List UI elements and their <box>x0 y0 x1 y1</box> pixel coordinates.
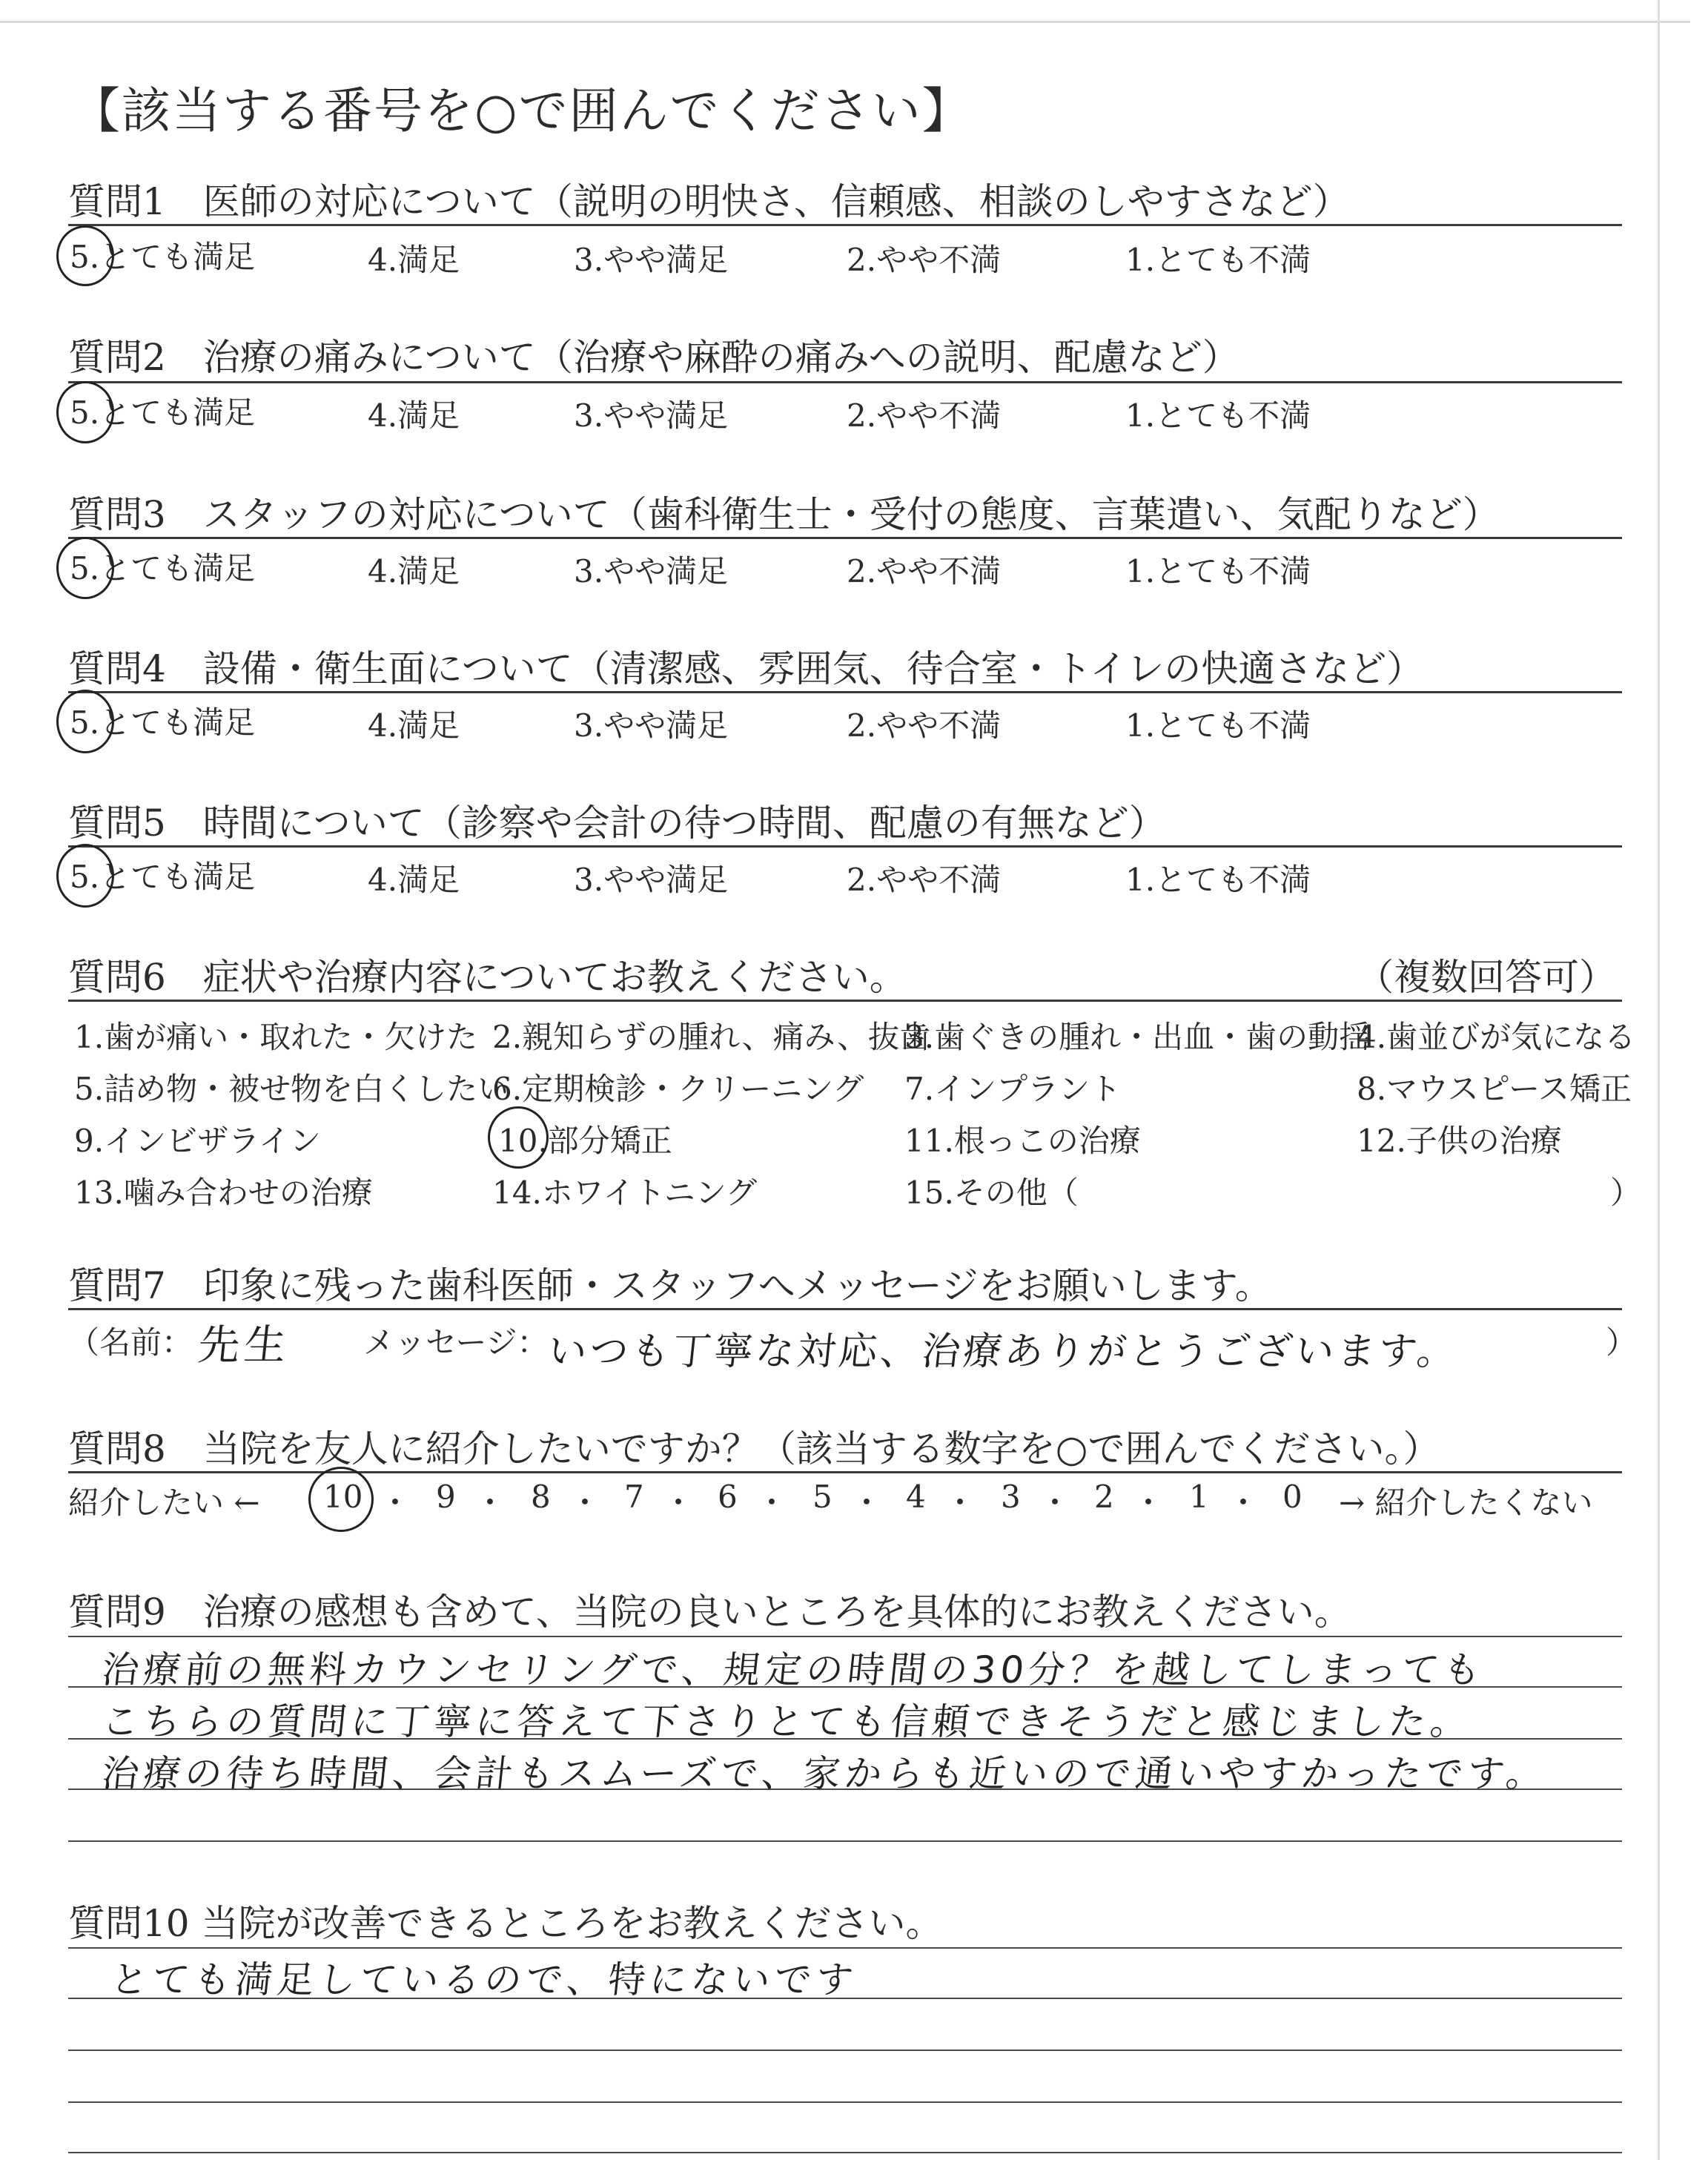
q4-selected-circle <box>56 690 114 753</box>
q10-rule-5 <box>68 2152 1622 2153</box>
q6-option-12[interactable]: 12.子供の治療 <box>1357 1123 1562 1159</box>
q8-number-5[interactable]: 5 <box>812 1479 833 1515</box>
q10-answer[interactable]: とても満足しているので、特にないです <box>108 1958 860 2001</box>
q8-dot: ・ <box>1228 1484 1260 1521</box>
q5-rule <box>68 845 1622 848</box>
q6-option-1[interactable]: 1.歯が痛い・取れた・欠けた <box>74 1019 478 1055</box>
q4-option-5[interactable]: 5.とても満足 <box>70 704 256 741</box>
q3-selected-circle <box>56 537 114 599</box>
q8-dot: ・ <box>1133 1484 1165 1521</box>
q8-number-4[interactable]: 4 <box>906 1479 926 1515</box>
q7-title: 質問7 印象に残った歯科医師・スタッフへメッセージをお願いします。 <box>68 1264 1272 1307</box>
q8-number-8[interactable]: 8 <box>531 1479 551 1515</box>
q8-right-label: → 紹介したくない <box>1339 1484 1593 1521</box>
scan-top-edge <box>0 21 1690 23</box>
q8-number-1[interactable]: 1 <box>1189 1479 1209 1515</box>
scan-side-edge <box>1658 0 1660 2160</box>
q3-title: 質問3 スタッフの対応について（歯科衛生士・受付の態度、言葉遣い、気配りなど） <box>68 493 1500 536</box>
q8-number-9[interactable]: 9 <box>436 1479 456 1515</box>
q9-rule-1 <box>68 1636 1622 1637</box>
q1-option-4[interactable]: 4.満足 <box>368 242 460 278</box>
q2-option-3[interactable]: 3.やや満足 <box>574 397 729 434</box>
q6-option-7[interactable]: 7.インプラント <box>904 1071 1122 1107</box>
q8-dot: ・ <box>569 1484 601 1521</box>
q5-option-1[interactable]: 1.とても不満 <box>1125 862 1311 898</box>
q6-multiple-note: （複数回答可） <box>1357 956 1616 999</box>
q4-option-1[interactable]: 1.とても不満 <box>1125 707 1311 744</box>
q4-option-3[interactable]: 3.やや満足 <box>574 707 729 744</box>
q8-selected-circle <box>308 1467 374 1532</box>
q7-close-paren: ） <box>1606 1324 1638 1361</box>
q6-option-15-close: ） <box>1610 1175 1642 1211</box>
q8-number-2[interactable]: 2 <box>1094 1479 1114 1515</box>
q7-name-label: （名前： <box>68 1324 193 1361</box>
q8-number-3[interactable]: 3 <box>1001 1479 1021 1515</box>
q1-option-5[interactable]: 5.とても満足 <box>70 239 256 275</box>
q9-answer-line-3[interactable]: 治療の待ち時間、会計もスムーズで、家からも近いので通いやすかったです。 <box>99 1752 1550 1795</box>
q9-title: 質問9 治療の感想も含めて、当院の良いところを具体的にお教えください。 <box>68 1591 1351 1634</box>
q5-option-3[interactable]: 3.やや満足 <box>574 862 729 898</box>
q5-title: 質問5 時間について（診察や会計の待つ時間、配慮の有無など） <box>68 802 1166 845</box>
q3-option-3[interactable]: 3.やや満足 <box>574 553 729 589</box>
q6-rule <box>68 1000 1622 1002</box>
q7-message-label: メッセージ： <box>363 1324 549 1361</box>
q6-option-5[interactable]: 5.詰め物・被せ物を白くしたい <box>74 1071 509 1107</box>
q9-answer-line-1[interactable]: 治療前の無料カウンセリングで、規定の時間の30分？を越してしまっても <box>99 1648 1488 1691</box>
q8-dot: ・ <box>1039 1484 1071 1521</box>
q6-option-11[interactable]: 11.根っこの治療 <box>904 1123 1141 1159</box>
q6-option-9[interactable]: 9.インビザライン <box>74 1123 321 1159</box>
q3-rule <box>68 537 1622 539</box>
q8-title: 質問8 当院を友人に紹介したいですか？（該当する数字を○で囲んでください。） <box>68 1427 1440 1470</box>
q4-option-2[interactable]: 2.やや不満 <box>847 707 1002 744</box>
q6-option-6[interactable]: 6.定期検診・クリーニング <box>492 1071 864 1107</box>
q8-dot: ・ <box>851 1484 883 1521</box>
q2-option-5[interactable]: 5.とても満足 <box>70 394 256 431</box>
q8-left-label: 紹介したい ← <box>68 1484 260 1521</box>
q6-option-4[interactable]: 4.歯並びが気になる <box>1357 1019 1636 1055</box>
q6-option-15[interactable]: 15.その他（ <box>904 1175 1079 1211</box>
q4-rule <box>68 691 1622 693</box>
q7-name-value[interactable]: 先生 <box>196 1321 293 1370</box>
q8-dot: ・ <box>474 1484 506 1521</box>
q9-answer-line-2[interactable]: こちらの質問に丁寧に答えて下さりとても信頼できそうだと感じました。 <box>99 1700 1474 1743</box>
q3-option-1[interactable]: 1.とても不満 <box>1125 553 1311 589</box>
q6-option-3[interactable]: 3.歯ぐきの腫れ・出血・歯の動揺 <box>904 1019 1371 1055</box>
q1-option-1[interactable]: 1.とても不満 <box>1125 242 1311 278</box>
q8-number-10[interactable]: 10 <box>323 1479 363 1515</box>
q1-option-2[interactable]: 2.やや不満 <box>847 242 1002 278</box>
q8-dot: ・ <box>380 1484 411 1521</box>
q6-option-13[interactable]: 13.噛み合わせの治療 <box>74 1175 373 1211</box>
q2-option-2[interactable]: 2.やや不満 <box>847 397 1002 434</box>
q8-number-7[interactable]: 7 <box>624 1479 644 1515</box>
q4-title: 質問4 設備・衛生面について（清潔感、雰囲気、待合室・トイレの快適さなど） <box>68 647 1424 690</box>
q9-rule-5 <box>68 1840 1622 1842</box>
q1-rule <box>68 224 1622 226</box>
q10-rule-4 <box>68 2101 1622 2103</box>
q4-option-4[interactable]: 4.満足 <box>368 707 460 744</box>
q8-number-6[interactable]: 6 <box>718 1479 738 1515</box>
q6-option-2[interactable]: 2.親知らずの腫れ、痛み、抜歯 <box>492 1019 931 1055</box>
q8-dot: ・ <box>944 1484 976 1521</box>
q2-rule <box>68 381 1622 383</box>
q6-option-10[interactable]: 10.部分矯正 <box>498 1123 672 1159</box>
q1-selected-circle <box>56 225 114 286</box>
q8-rule <box>68 1471 1622 1473</box>
q10-title: 質問10 当院が改善できるところをお教えください。 <box>68 1902 943 1945</box>
q3-option-5[interactable]: 5.とても満足 <box>70 550 256 587</box>
q1-option-3[interactable]: 3.やや満足 <box>574 242 729 278</box>
q5-option-5[interactable]: 5.とても満足 <box>70 859 256 895</box>
q8-number-0[interactable]: 0 <box>1282 1479 1302 1515</box>
q2-option-1[interactable]: 1.とても不満 <box>1125 397 1311 434</box>
q6-title: 質問6 症状や治療内容についてお教えください。 <box>68 956 907 999</box>
q1-title: 質問1 医師の対応について（説明の明快さ、信頼感、相談のしやすさなど） <box>68 180 1350 223</box>
q7-message-value[interactable]: いつも丁寧な対応、治療ありがとうございます。 <box>546 1330 1461 1374</box>
page-header: 【該当する番号を○で囲んでください】 <box>71 82 973 139</box>
q5-option-2[interactable]: 2.やや不満 <box>847 862 1002 898</box>
q8-dot: ・ <box>663 1484 695 1521</box>
q2-option-4[interactable]: 4.満足 <box>368 397 460 434</box>
q5-selected-circle <box>56 844 114 908</box>
q7-rule <box>68 1308 1622 1310</box>
q6-selected-circle <box>488 1106 549 1169</box>
q6-option-8[interactable]: 8.マウスピース矯正 <box>1357 1071 1632 1107</box>
q8-dot: ・ <box>756 1484 788 1521</box>
q2-selected-circle <box>56 381 114 443</box>
q3-option-2[interactable]: 2.やや不満 <box>847 553 1002 589</box>
q10-rule-1 <box>68 1947 1622 1949</box>
q3-option-4[interactable]: 4.満足 <box>368 553 460 589</box>
q5-option-4[interactable]: 4.満足 <box>368 862 460 898</box>
q10-rule-3 <box>68 2050 1622 2051</box>
q6-option-14[interactable]: 14.ホワイトニング <box>492 1175 758 1211</box>
q2-title: 質問2 治療の痛みについて（治療や麻酔の痛みへの説明、配慮など） <box>68 336 1239 379</box>
